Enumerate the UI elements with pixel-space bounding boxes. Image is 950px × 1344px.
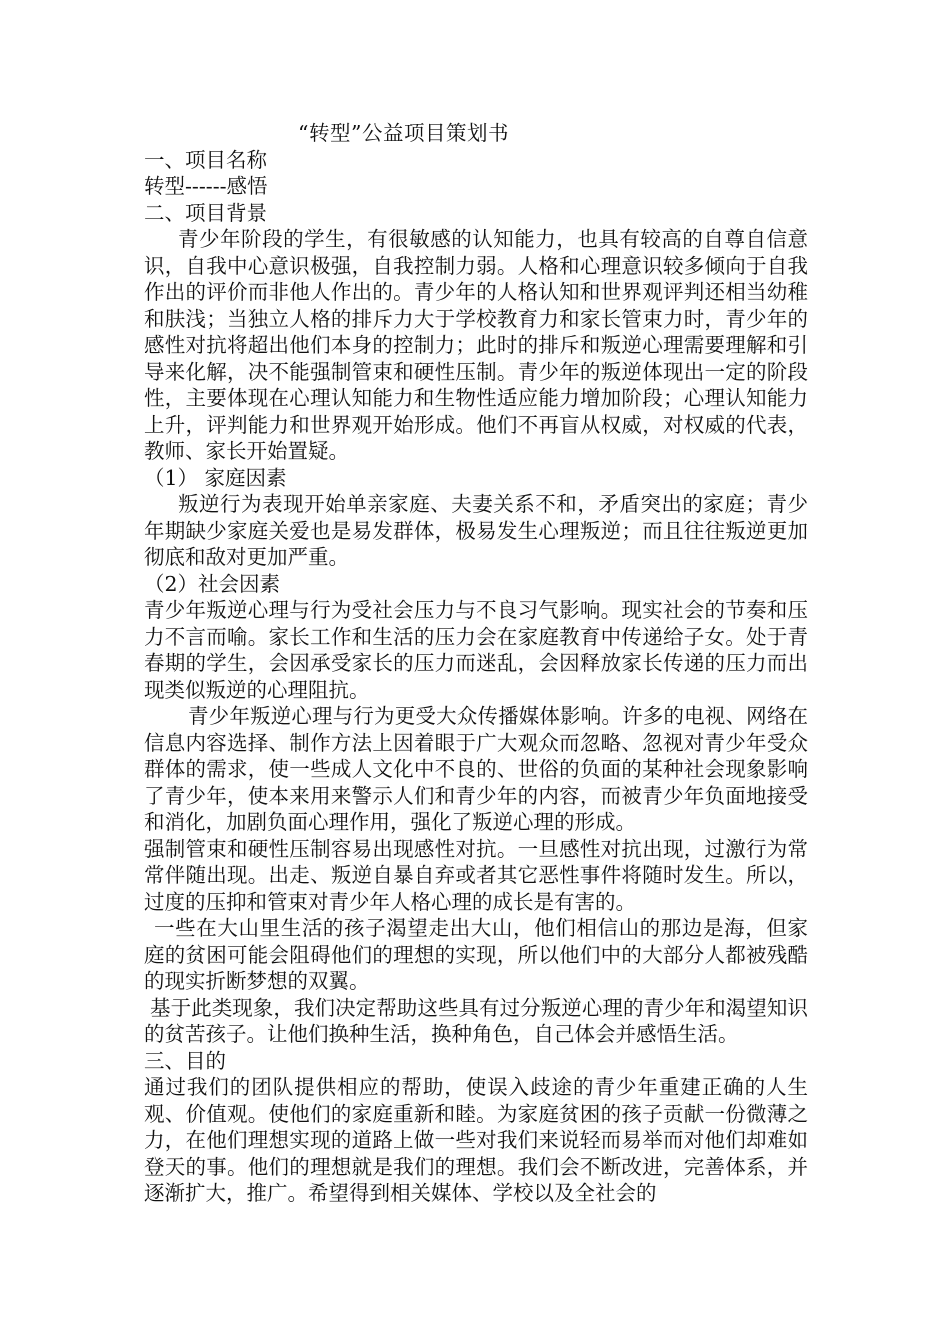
social-factors-paragraph-1: 青少年叛逆心理与行为受社会压力与不良习气影响。现实社会的节奏和压力不言而喻。家长工作和生活的压力会在家庭教育中传递给子女。处于青春期的学生，会因承受家长的压力而迷乱，会因释放家长传递的压力而出现类似叛逆的心理阻抗。: [144, 598, 808, 702]
mountain-children-paragraph: 一些在大山里生活的孩子渴望走出大山，他们相信山的那边是海，但家庭的贫困可能会阻碍他们的理想的实现，所以他们中的大部分人都被残酷的现实折断梦想的双翼。: [144, 916, 808, 993]
social-factors-paragraph-2: 青少年叛逆心理与行为更受大众传播媒体影响。许多的电视、网络在信息内容选择、制作方法上因着眼于广大观众而忽略、忽视对青少年受众群体的需求，使一些成人文化中不良的、世俗的负面的某种社会现象影响了青少年，使本来用来警示人们和青少年的内容，而被青少年负面地接受和消化，加剧负面心理作用，强化了叛逆心理的形成。: [144, 704, 808, 834]
section-heading-project-name: 一、项目名称: [144, 147, 267, 172]
section-heading-background: 二、项目背景: [144, 200, 267, 225]
subheading-family-factors: （1） 家庭因素: [144, 465, 287, 490]
family-factors-paragraph: 叛逆行为表现开始单亲家庭、夫妻关系不和，矛盾突出的家庭；青少年期缺少家庭关爱也是易发群体，极易发生心理叛逆；而且往往叛逆更加彻底和敌对更加严重。: [144, 492, 808, 569]
section-heading-purpose: 三、目的: [144, 1048, 226, 1073]
social-factors-paragraph-3: 强制管束和硬性压制容易出现感性对抗。一旦感性对抗出现，过激行为常常伴随出现。出走、叛逆自暴自弃或者其它恶性事件将随时发生。所以，过度的压抑和管束对青少年人格心理的成长是有害的。: [144, 836, 808, 914]
purpose-paragraph: 通过我们的团队提供相应的帮助，使误入歧途的青少年重建正确的人生观、价值观。使他们的家庭重新和睦。为家庭贫困的孩子贡献一份微薄之力，在他们理想实现的道路上做一些对我们来说轻而易举而对他们却难如登天的事。他们的理想就是我们的理想。我们会不断改进，完善体系，并逐渐扩大，推广。希望得到相关媒体、学校以及全社会的: [144, 1075, 808, 1205]
subheading-social-factors: （2）社会因素: [144, 571, 281, 596]
background-paragraph: 青少年阶段的学生，有很敏感的认知能力，也具有较高的自尊自信意识，自我中心意识极强，自我控制力弱。人格和心理意识较多倾向于自我作出的评价而非他人作出的。青少年的人格认知和世界观评判还相当幼稚和肤浅；当独立人格的排斥力大于学校教育力和家长管束力时，青少年的感性对抗将超出他们本身的控制力；此时的排斥和叛逆心理需要理解和引导来化解，决不能强制管束和硬性压制。青少年的叛逆体现出一定的阶段性，主要体现在心理认知能力和生物性适应能力增加阶段；心理认知能力上升，评判能力和世界观开始形成。他们不再盲从权威，对权威的代表，教师、家长开始置疑。: [144, 227, 808, 463]
document-title: “转型”公益项目策划书: [298, 121, 509, 145]
project-name-text: 转型------感悟: [144, 174, 268, 198]
decision-paragraph: 基于此类现象，我们决定帮助这些具有过分叛逆心理的青少年和渴望知识的贫苦孩子。让他们换种生活，换种角色，自己体会并感悟生活。: [144, 995, 808, 1046]
document-body: [144, 120, 808, 1207]
